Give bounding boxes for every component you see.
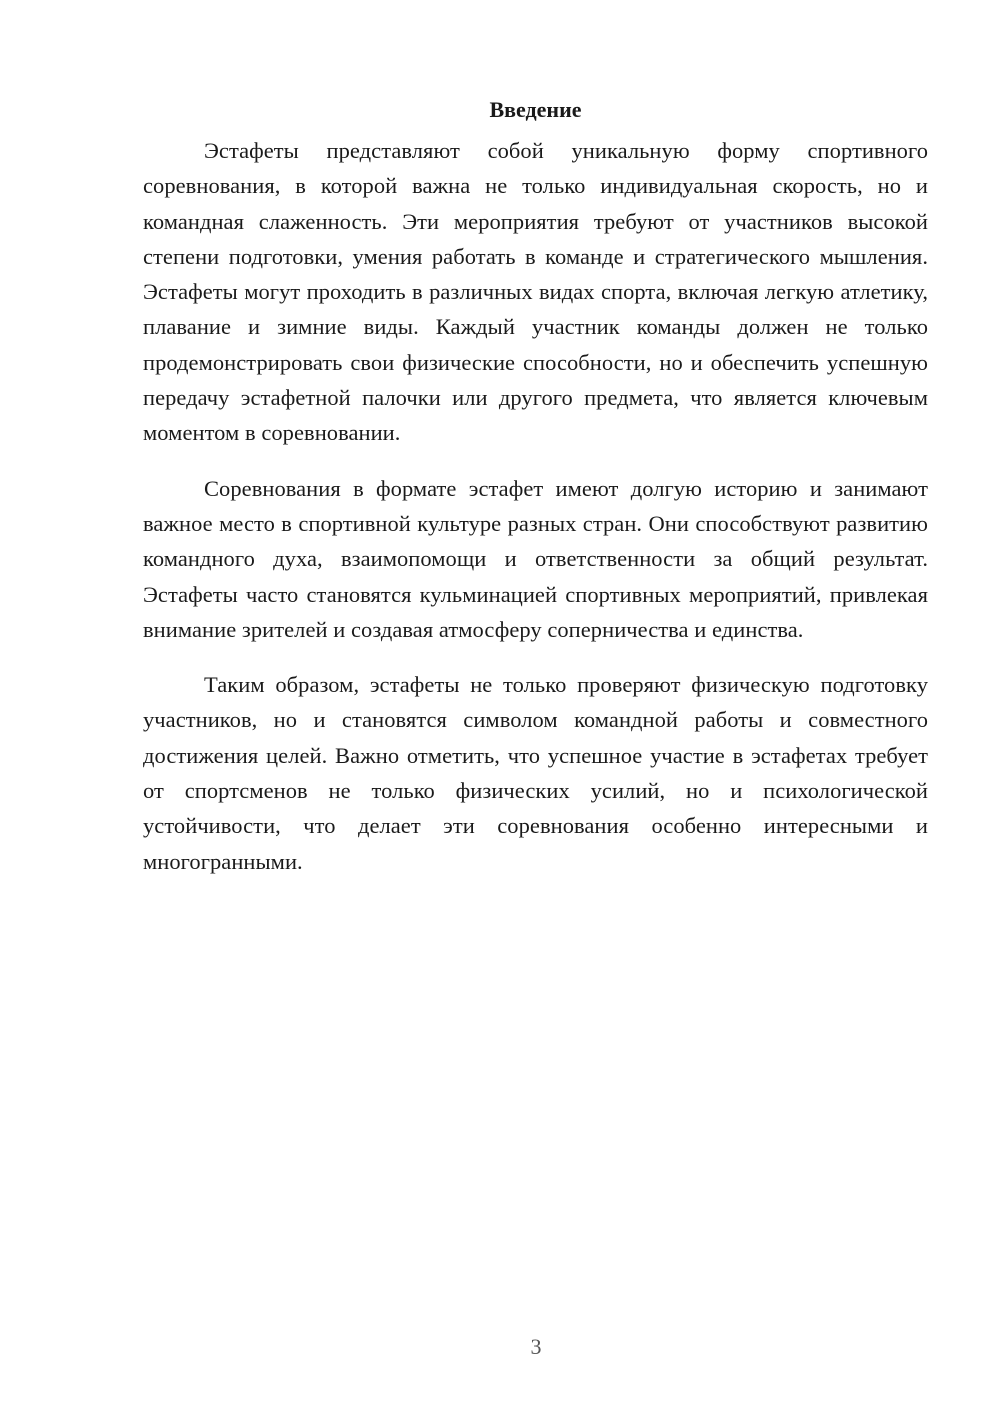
page-number: 3 [530, 1334, 542, 1359]
section-title: Введение [489, 97, 582, 122]
page-content [143, 95, 928, 899]
paragraph-2: Соревнования в формате эстафет имеют долгую историю и занимают важное место в спортивной культуре разных стран. Они способствуют развитию командного духа, взаимопомощи и ответственности за общий результат. Эстафеты часто становятся кульминацией спортивных мероприятий, привлекая внимание зрителей и создавая атмосферу соперничества и единства. [143, 475, 928, 642]
paragraph-3: Таким образом, эстафеты не только проверяют физическую подготовку участников, но и становятся символом командной работы и совместного достижения целей. Важно отметить, что успешное участие в эстафетах требует от спортсменов не только физических усилий, но и психологической устойчивости, что делает эти соревнования особенно интересными и многогранными. [143, 672, 928, 874]
paragraph-1: Эстафеты представляют собой уникальную форму спортивного соревнования, в которой важна не только индивидуальная скорость, но и командная слаженность. Эти мероприятия требуют от участников высокой степени подготовки, умения работать в команде и стратегического мышления. Эстафеты могут проходить в различных видах спорта, включая легкую атлетику, плавание и зимние виды. Каждый участник команды должен не только продемонстрировать свои физические способности, но и обеспечить успешную передачу эстафетной палочки или другого предмета, что является ключевым моментом в соревновании. [143, 138, 928, 446]
